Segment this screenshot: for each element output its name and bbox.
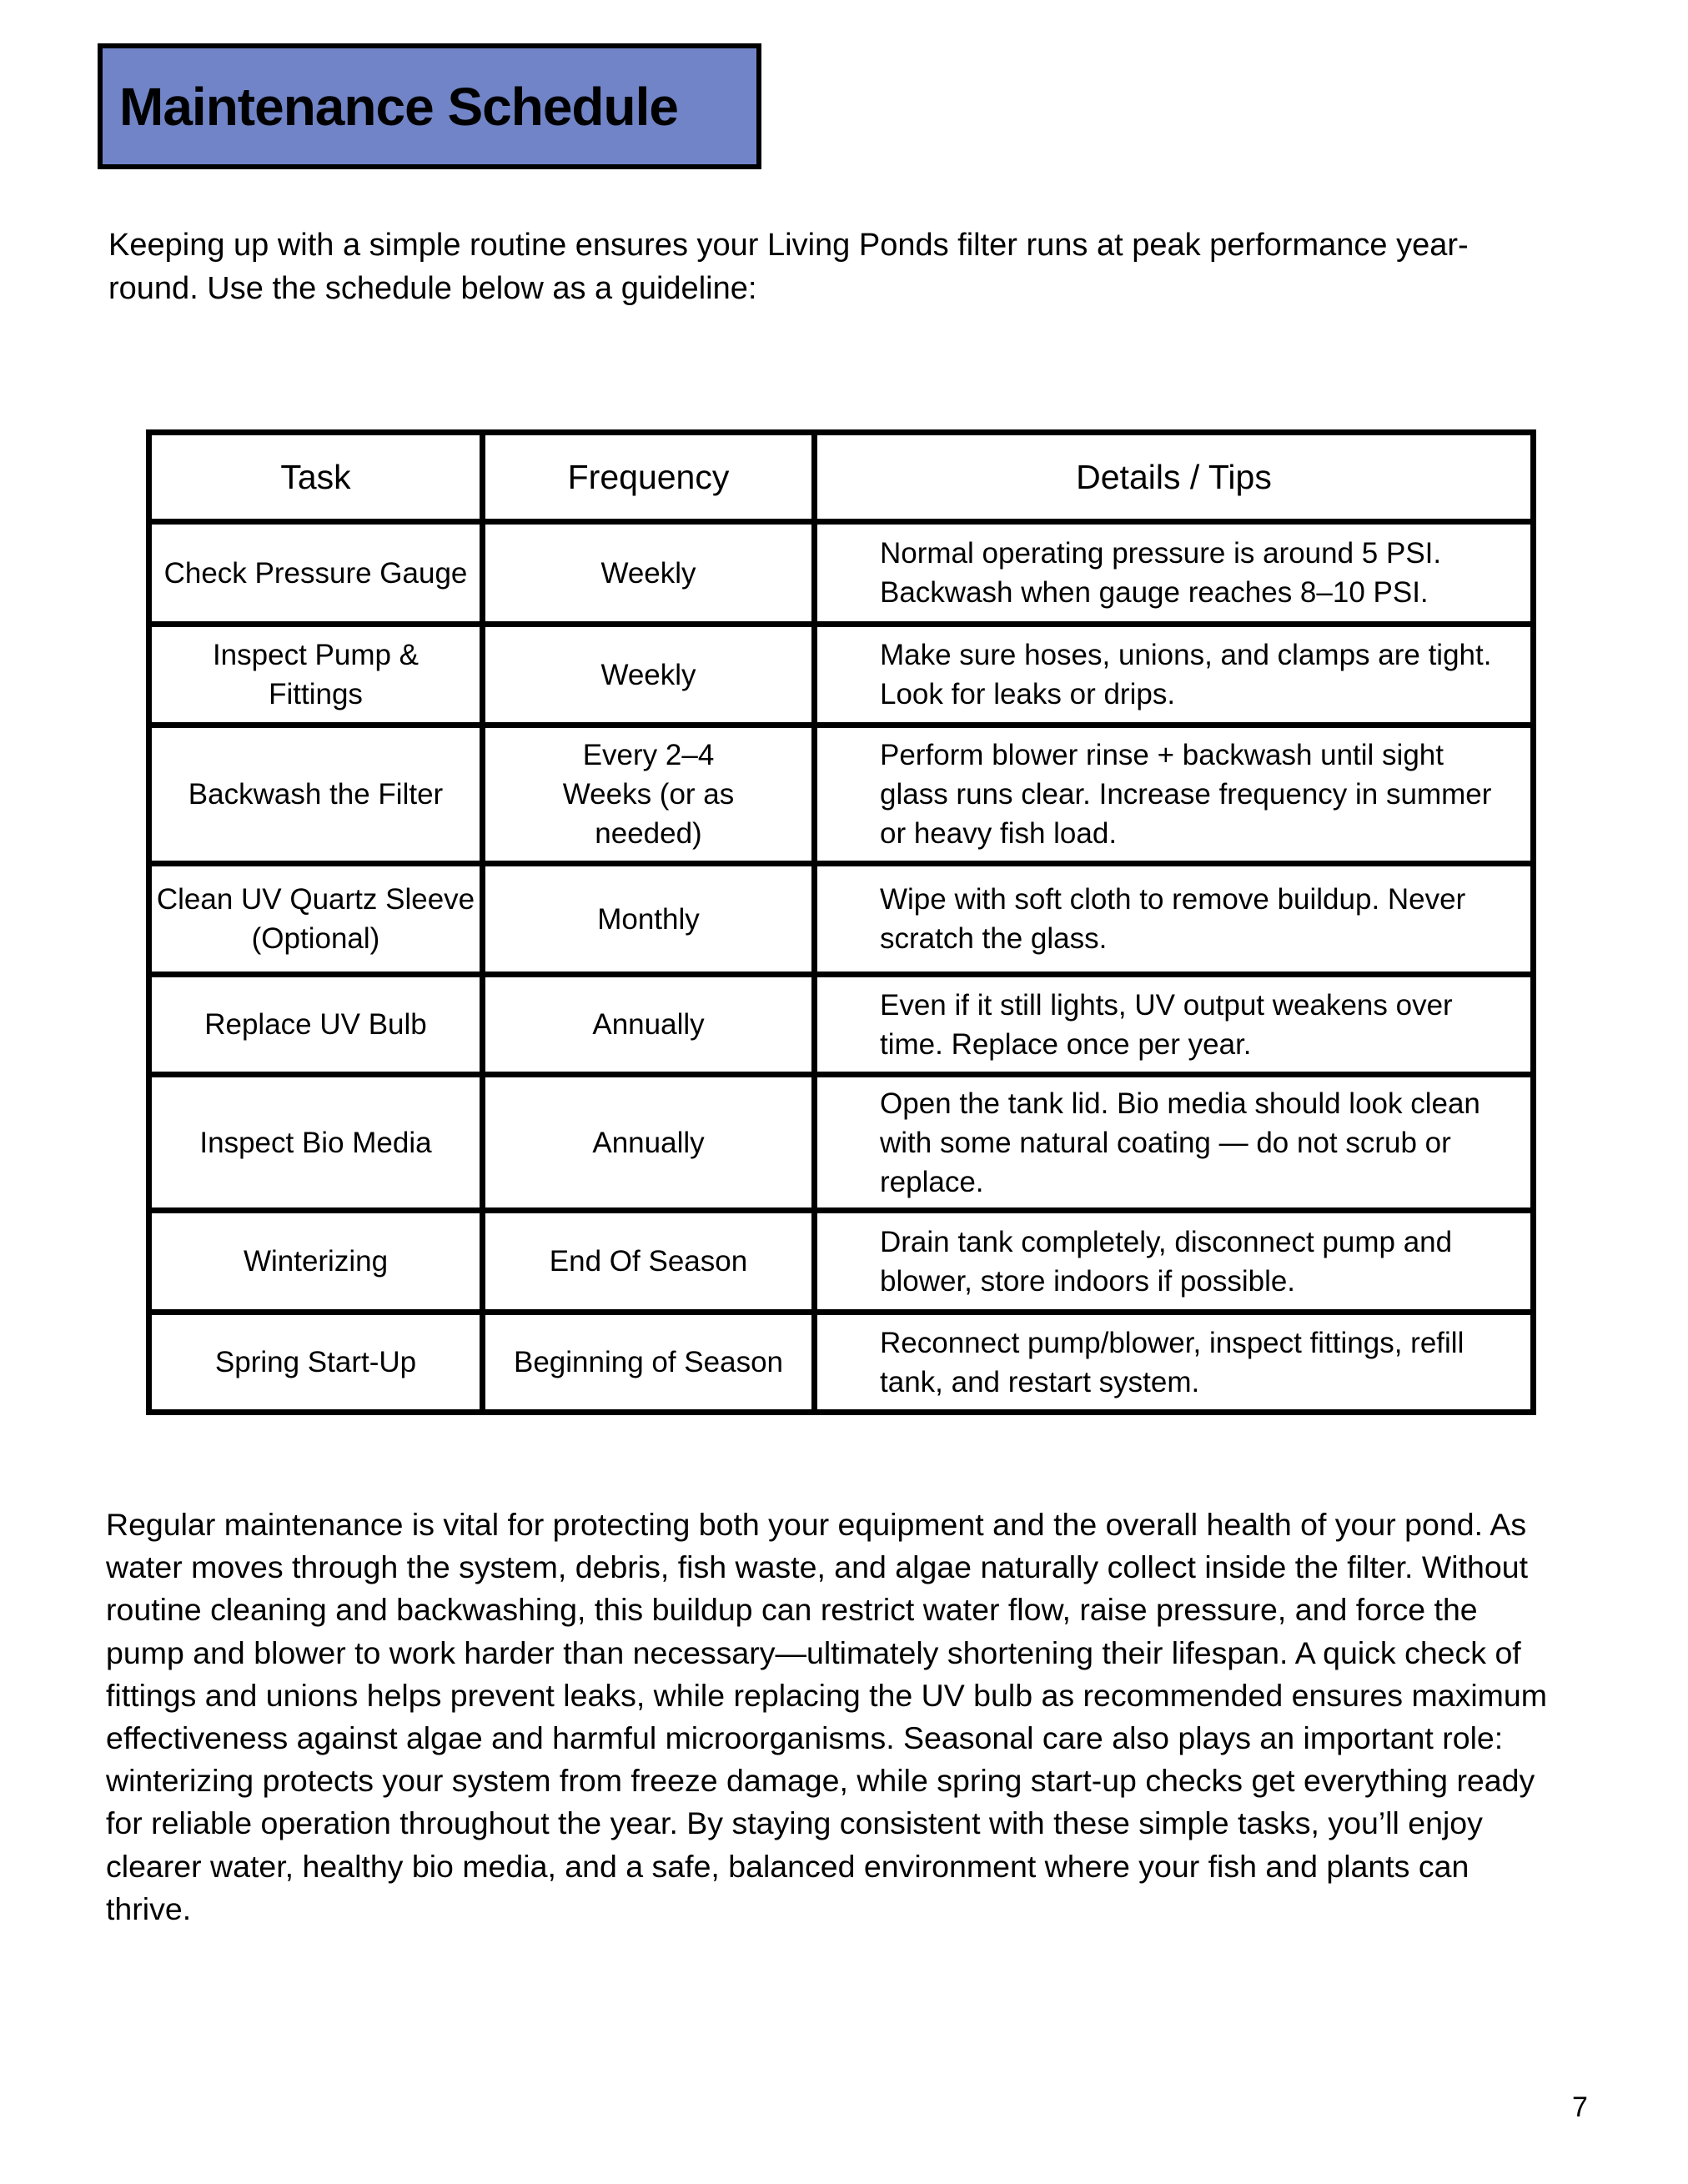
- details-cell: Wipe with soft cloth to remove buildup. Never scratch the glass.: [815, 864, 1534, 975]
- task-cell: Replace UV Bulb: [149, 975, 483, 1075]
- page-title: Maintenance Schedule: [119, 76, 678, 137]
- details-cell: Open the tank lid. Bio media should look clean with some natural coating — do not scrub or replace.: [815, 1075, 1534, 1211]
- details-cell: Drain tank completely, disconnect pump and blower, store indoors if possible.: [815, 1211, 1534, 1313]
- frequency-cell: Beginning of Season: [483, 1313, 815, 1413]
- details-cell: Reconnect pump/blower, inspect fittings, refill tank, and restart system.: [815, 1313, 1534, 1413]
- header-task: Task: [149, 433, 483, 522]
- frequency-cell: Weekly: [483, 522, 815, 625]
- table-row: [149, 1313, 1534, 1413]
- maintenance-schedule-table: [146, 429, 1536, 1415]
- details-cell: Perform blower rinse + backwash until sight glass runs clear. Increase frequency in summer or heavy fish load.: [815, 725, 1534, 864]
- details-cell: Even if it still lights, UV output weakens over time. Replace once per year.: [815, 975, 1534, 1075]
- header-details: Details / Tips: [815, 433, 1534, 522]
- frequency-cell: Annually: [483, 1075, 815, 1211]
- frequency-cell: Weekly: [483, 625, 815, 725]
- table-row: [149, 1211, 1534, 1313]
- page-number: 7: [1572, 2091, 1588, 2123]
- table-row: [149, 625, 1534, 725]
- task-cell: Inspect Pump & Fittings: [149, 625, 483, 725]
- table-row: [149, 522, 1534, 625]
- task-cell: Backwash the Filter: [149, 725, 483, 864]
- closing-paragraph: Regular maintenance is vital for protecting both your equipment and the overall health of your pond. As water moves through the system, debris, fish waste, and algae naturally collect inside the filter. Without routine cleaning and backwashing, this buildup can restrict water flow, raise pressure, and force the pump and blower to work harder than necessary—ultimately shortening their lifespan. A quick check of fittings and unions helps prevent leaks, while replacing the UV bulb as recommended ensures maximum effectiveness against algae and harmful microorganisms. Seasonal care also plays an important role: winterizing protects your system from freeze damage, while spring start-up checks get everything ready for reliable operation throughout the year. By staying consistent with these simple tasks, you’ll enjoy clearer water, healthy bio media, and a safe, balanced environment where your fish and plants can thrive.: [106, 1507, 1547, 1926]
- table-header-row: [149, 433, 1534, 522]
- task-cell: Inspect Bio Media: [149, 1075, 483, 1211]
- table-row: [149, 725, 1534, 864]
- table-row: [149, 1075, 1534, 1211]
- frequency-cell: Annually: [483, 975, 815, 1075]
- page-title-box: [98, 43, 761, 169]
- task-cell: Clean UV Quartz Sleeve (Optional): [149, 864, 483, 975]
- details-cell: Normal operating pressure is around 5 PSI. Backwash when gauge reaches 8–10 PSI.: [815, 522, 1534, 625]
- task-cell: Winterizing: [149, 1211, 483, 1313]
- task-cell: Spring Start-Up: [149, 1313, 483, 1413]
- frequency-cell: Every 2–4 Weeks (or as needed): [483, 725, 815, 864]
- intro-paragraph: Keeping up with a simple routine ensures your Living Ponds filter runs at peak performance year-round. Use the schedule below as a guideline:: [108, 228, 1469, 306]
- header-frequency: Frequency: [483, 433, 815, 522]
- table-row: [149, 864, 1534, 975]
- frequency-cell: End Of Season: [483, 1211, 815, 1313]
- table-row: [149, 975, 1534, 1075]
- task-cell: Check Pressure Gauge: [149, 522, 483, 625]
- frequency-cell: Monthly: [483, 864, 815, 975]
- details-cell: Make sure hoses, unions, and clamps are tight. Look for leaks or drips.: [815, 625, 1534, 725]
